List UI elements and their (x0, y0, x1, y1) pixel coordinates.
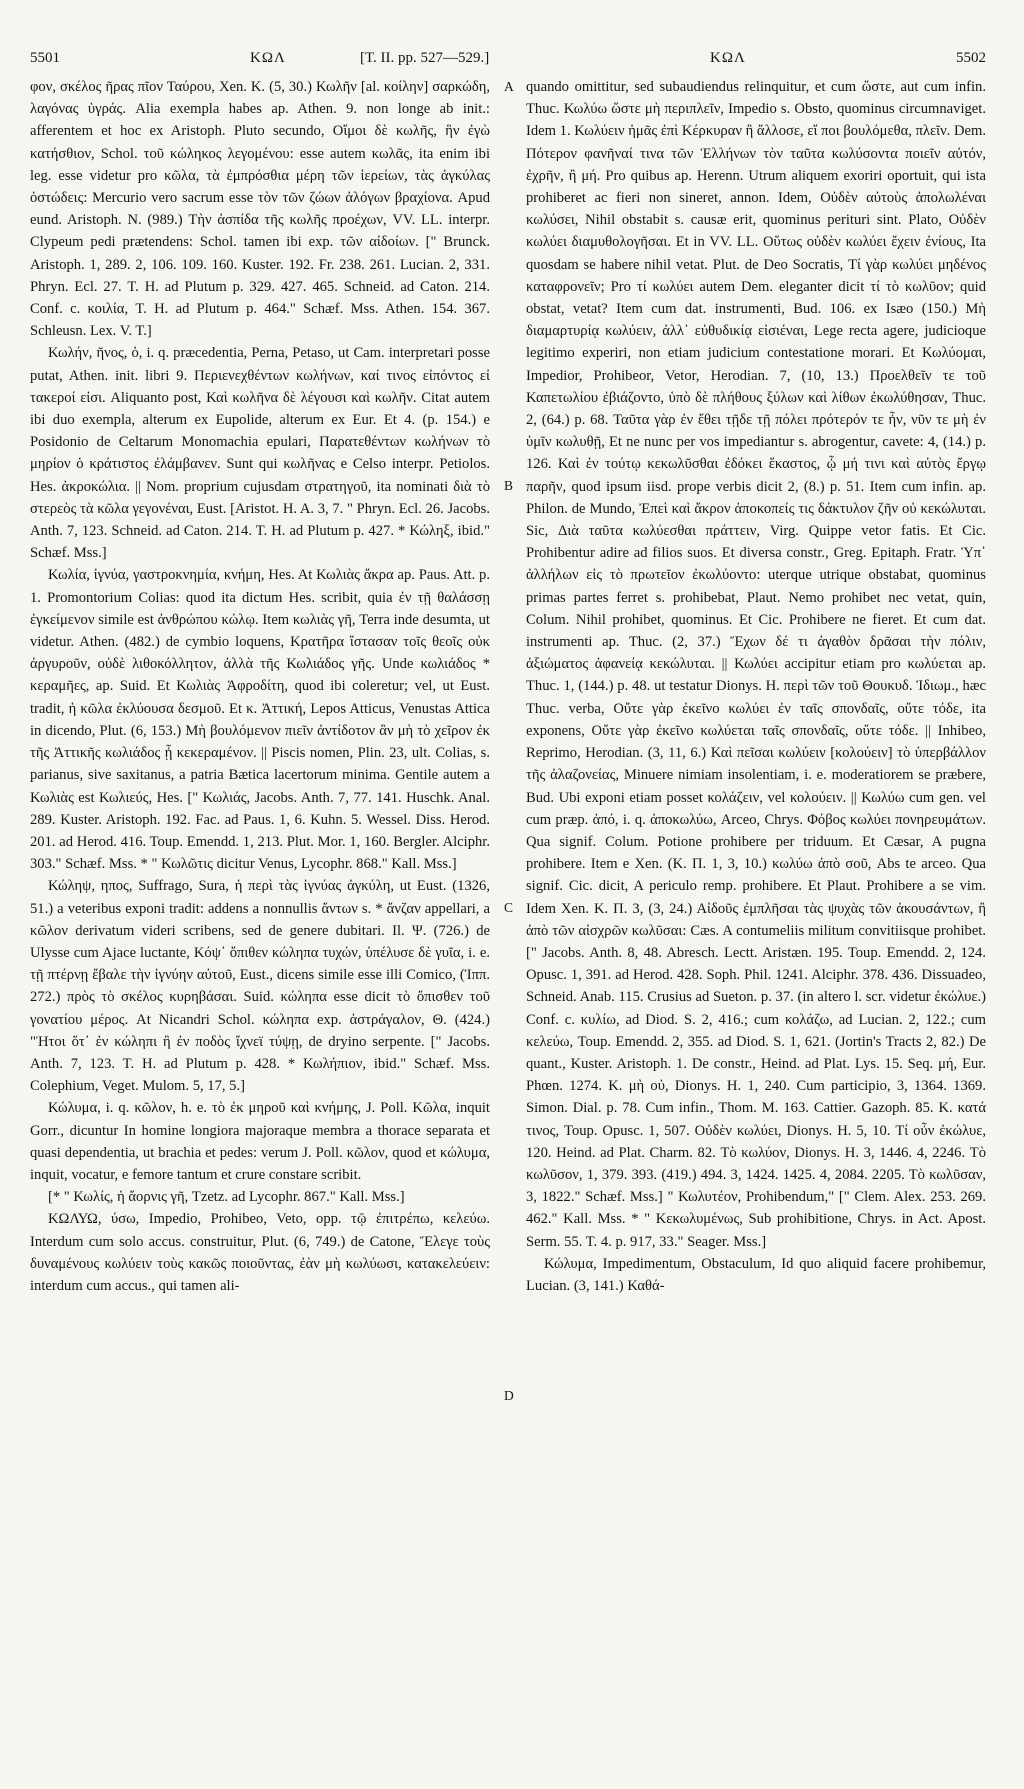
right-page-number: 5502 (956, 50, 986, 66)
left-column (30, 76, 490, 1297)
entry-kolia: Κωλία, ἰγνύα, γαστροκνημία, κνήμη, Hes. At Κωλιὰς ἄκρα ap. Paus. Att. p. 1. Promontorium Colias: quod ita dictum Hes. scribit, quia ἐν τῇ θαλάσσῃ ἐγκείμενον simile est ἀνθρώπου κώλῳ. Item κωλιὰς γῆ, Terra inde desumta, ut videtur. Athen. (482.) de cymbio loquens, Κρατῆρα ἵστασαν τοῖς θεοῖς οὐκ ἀργυροῦν, οὐδὲ λιθοκόλλητον, ἀλλὰ τῆς Κωλιάδος γῆς. Unde κωλιάδος * κεραμῆες, ap. Suid. Et Κωλιὰς Ἀφροδίτη, quod ibi coleretur; vel, ut Eust. tradit, ἡ κῶλα ἐκλύουσα δεσμοῦ. Et κ. Ἀττική, Lepos Atticus, Venustas Attica in dicendo, Plut. (6, 153.) Μὴ βουλόμενον πιεῖν ἀντίδοτον ἂν μὴ τὸ χεῖρον ἐκ τῆς Ἀττικῆς κωλιάδος ᾖ κεκεραμένον. || Piscis nomen, Plin. 23, ult. Colias, s. parianus, sive saxitanus, a patria Bætica lacertorum minima. Gentile autem a Κωλιὰς est Κωλιεύς, Hes. [" Κωλιάς, Jacobs. Anth. 7, 77. 141. Huschk. Anal. 289. Kuster. Aristoph. 192. Fac. ad Paus. 1, 6. Kuhn. 5. Wessel. Diss. Herod. 201. ad Herod. 416. Toup. Emendd. 1, 213. Plut. Mor. 1, 160. Bergler. Alciphr. 303." Schæf. Mss. * " Κωλῶτις dicitur Venus, Lycophr. 868." Kall. Mss.] (30, 567, 490, 873)
entry-kolen: Κωλήν, ῆνος, ὁ, i. q. præcedentia, Perna, Petaso, ut Cam. interpretari posse putat, Athen. init. libri 9. Περιενεχθέντων κωλήνων, καί τινος εἰπόντος εἰ τακεροί εἰσι. Aliquanto post, Καὶ κωλῆνα δὲ λέγουσι καὶ κωλῆν. Citat autem ibi duo exempla, alterum ex Eupolide, alterum ex Eur. Et 4. (p. 154.) e Posidonio de Celtarum Monomachia epulari, Παρατεθέντων κωλήνων τὸ μηρίον ὁ κράτιστος ἐλάμβανεν. Sunt qui κωλῆνας e Celso interpr. Petiolos. Hes. ἀκροκώλια. || Nom. proprium cujusdam στρατηγοῦ, ita nominati διὰ τὸ στερεὸς τὰ κῶλα γεγονέναι, Eust. [Aristot. H. A. 3, 7. " Phryn. Ecl. 26. Jacobs. Anth. 7, 123. Schneid. ad Caton. 214. T. H. ad Plutum p. 427. * Κώληξ, ibid." Schæf. Mss.] (30, 345, 490, 562)
left-headword: ΚΩΛ (250, 50, 286, 66)
left-page-number: 5501 (30, 50, 60, 66)
entry-kolyo: ΚΩΛΥΩ, ύσω, Impedio, Prohibeo, Veto, opp. τῷ ἐπιτρέπω, κελεύω. Interdum cum solo accus. construitur, Plut. (6, 749.) de Catone, Ἔλεγε τοὺς δυναμένους κωλύειν τοὺς κακῶς ποιοῦντας, ἐὰν μὴ κωλύωσι, κατακελεύειν: interdum cum accus., qui tamen ali- (30, 1211, 490, 1294)
right-column (504, 76, 986, 1403)
text-columns (30, 76, 986, 1403)
entry-kole-continued: φον, σκέλος ῆρας πῖον Ταύρου, Xen. K. (5, 30.) Κωλῆν [al. κοίλην] σαρκώδη, λαγόνας ὑγράς. Alia exempla habes ap. Athen. 9. non longe ab init.: afferentem et hoc ex Aristoph. Pluto secundo, Οἴμοι δὲ κωλῆς, ἣν ἐγὼ κατήσθιον, Schol. τοῦ κώληκος λεγομένου: esse autem κωλᾶς, ita enim ibi leg. esse videtur pro κῶλα, τὰ ἐμπρόσθια μέρη τῶν ἱερείων, τὰς ἀγκύλας ὀστώδεις: Mercurio vero sacrum esse τὸν τῶν ζώων ἀλόγων βραχίονα. Apud eund. Aristoph. N. (989.) Τὴν ἀσπίδα τῆς κωλῆς προέχων, VV. LL. interpr. Clypeum pedi prætendens: Schol. tamen ibi exp. τῶν αἰδοίων. [" Brunck. Aristoph. 1, 289. 2, 106. 109. 160. Kuster. 192. Fr. 238. 261. Lucian. 2, 331. Phryn. Ecl. 27. T. H. ad Plutum p. 329. 427. 465. Schneid. ad Caton. 214. Conf. c. κοιλία, T. H. ad Plutum p. 464." Schæf. Mss. Athen. 154. 367. Schleusn. Lex. V. T.] (30, 79, 490, 340)
entry-koleps: Κώληψ, ηπος, Suffrago, Sura, ἡ περὶ τὰς ἰγνύας ἀγκύλη, ut Eust. (1326, 51.) a veteribus exponi tradit: addens a nonnullis ἄντων s. * ἄνζαν appellari, a κῶλον derivatum videri scribens, sed de genere dubitari. Il. Ψ. (726.) de Ulysse cum Ajace luctante, Κόψ᾽ ὄπιθεν κώληπα τυχών, ὑπέλυσε δὲ γυῖα, i. e. τῇ πτέρνῃ ἔβαλε τὴν ἰγνύην αὐτοῦ, Eust., dicens simile esse illi Comico, (Ἱππ. 272.) πρὸς τὸ σκέλος κυρηβάσαι. Suid. κώληπα esse dicit τὸ ὄπισθεν τοῦ γονατίου μέρος. At Nicandri Schol. κώληπα exp. ἀστράγαλον, Θ. (424.) "Ἠτοι ὅτ᾽ ἐν κώληπι ἢ ἐν ποδὸς ἴχνεϊ τύψῃ, de dryino serpente. [" Jacobs. Anth. 7, 123. T. H. ad Plutum p. 428. * Κωλήπιον, ibid." Schæf. Mss. Colephium, Veget. Mulom. 5, 17, 5.] (30, 878, 490, 1095)
section-marker-b: B (504, 478, 514, 493)
volume-reference: [T. II. pp. 527—529.] (360, 50, 490, 66)
section-marker-c: C (504, 900, 514, 915)
running-head (30, 28, 986, 76)
entry-kolyma-limb: Κώλυμα, i. q. κῶλον, h. e. τὸ ἐκ μηροῦ καὶ κνήμης, J. Poll. Κῶλα, inquit Gorr., dicuntur In homine longiora majoraque membra a thorace separata et quasi dependentia, ut brachia et pedes: verum J. Poll. κῶλον, quod et κώλυμα, inquit, vocatur, e femore tantum et crure constare scribit. (30, 1100, 490, 1183)
entry-kolis: [* " Κωλίς, ἡ ἄορνις γῆ, Tzetz. ad Lycophr. 867." Kall. Mss.] (48, 1189, 405, 1206)
right-headword: ΚΩΛ (710, 50, 746, 66)
entry-kolyma-impedimentum: Κώλυμα, Impedimentum, Obstaculum, Id quo aliquid facere prohibemur, Lucian. (3, 141.) Καθά- (526, 1255, 986, 1294)
section-marker-d: D (504, 1388, 514, 1403)
entry-kolyo-continued: quando omittitur, sed subaudiendus relinquitur, et cum ὥστε, aut cum infin. Thuc. Κωλύω ὥστε μὴ περιπλεῖν, Impedio s. Obsto, quominus circumnaviget. Idem 1. Κωλύειν ἡμᾶς ἐπὶ Κέρκυραν ἢ ἄλλοσε, εἴ ποι βουλόμεθα, πλεῖν. Dem. Πότερον φανῆναί τινα τῶν Ἑλλήνων τὸν ταῦτα κωλύσοντα ποιεῖν αὐτόν, ἐχρῆν, ἢ μή. Pro quibus ap. Herenn. Utrum aliquem exoriri oportuit, qui ista prohiberet ac fieri non sineret, annon. Idem, Οὐδὲν αὐτοὺς ἀπολωλέναι κωλύσει, Nihil obstabit s. causæ erit, quominus perituri sint. Plato, Οὐδὲν κωλύει διαμυθολογῆσαι. Et in VV. LL. Οὕτως οὐδὲν κωλύει ἔχειν ἐνίους, Ita quosdam se habere nihil vetat. Plut. de Deo Socratis, Τί γὰρ κωλύει μηδένος καταφρονεῖν; Pro τί κωλύει autem Dem. eleganter dicit τί τὸ κωλῦον; quid obstat, vetat? Item cum dat. instrumenti, Bud. 106. ex Isæo (150.) Μὴ διαμαρτυρίᾳ κωλύειν, ἀλλ᾽ εὐθυδικίᾳ εἰσιέναι, Lege recta agere, judicioque legitimo experiri, non etiam judicium contestatione morari. Et Κωλύομαι, Impedior, Prohibeor, Vetor, Herodian. 7, (10, 13.) Προελθεῖν τε τοῦ Καπετωλίου ἐβιάζοντο, ὑπὸ δὲ πλήθους ξύλων καὶ λίθων ἐκωλύθησαν, Thuc. 2, (64.) p. 68. Ταῦτα γὰρ ἐν ἔθει τῇδε τῇ πόλει πρότερόν τε ἦν, νῦν τε μὴ ἐν ὑμῖν κωλυθῇ, Et ne nunc per vos impediantur s. abrogentur, cavete: 4, (14.) p. 126. Καὶ ἐν τούτῳ κεκωλῦσθαι ἐδόκει ἕκαστος, ᾧ μή τινι καὶ αὐτὸς ἔργῳ παρῆν, quod ipsum iisd. prope verbis dicit 2, (8.) p. 51. Item cum infin. ap. Philon. de Mundo, Ἐπεὶ καὶ ἄκρον ἀποκοπείς τις δάκτυλον ζῆν οὐ κεκώλυται. Sic, Διὰ ταῦτα κωλύεσθαι πράττειν, Virg. Quippe vetor fatis. Et Cic. Prohibentur adire ad filios suos. Et diversa constr., Greg. Epitaph. Fratr. Ὑπ᾽ ἀλλήλων εἰς τὸ πρωτεῖον ἐκωλύοντο: uterque utrique obstabat, quominus primas partes ferret s. prohibebat, Plaut. Nemo prohibet nec vetat, quin, Colum. Nihil prohibet, quominus. Et Cic. Prohibere ne fieret. Et cum dat. instrumenti ap. Thuc. (2, 37.) Ἔχων δέ τι ἀγαθὸν δρᾶσαι τὴν πόλιν, ἀξιώματος ἀφανείᾳ κεκώλυται. || Κωλύει accipitur etiam pro κωλύεται ap. Thuc. 1, (144.) p. 48. ut testatur Dionys. H. περὶ τῶν τοῦ Θουκυδ. Ἰδιωμ., hæc Thuc. verba, Οὔτε γὰρ ἐκεῖνο κωλύει ἐν ταῖς σπονδαῖς, οὔτε τόδε, ita exponens, Οὔτε γὰρ ἐκεῖνο κωλύεται ταῖς σπονδαῖς, οὔτε τόδε. || Inhibeo, Reprimo, Herodian. (3, 11, 6.) Καὶ πεῖσαι κωλύειν [κολούειν] τὸ ὑπερβάλλον τῆς ἀλαζονείας, Minuere nimiam insolentiam, i. e. moderatiorem se præbere, Bud. Ubi exponi etiam posset κολάζειν, vel κολούειν. || Κωλύω cum gen. vel cum præp. ἀπό, i. q. ἀποκωλύω, Arceo, Chrys. Φόβος κωλύει πονηρευμάτων. Qua signif. Colum. Potione prohibere per triduum. Et Cæsar, A pugna prohibere. Item e Xen. (K. Π. 1, 3, 10.) κωλύω ἀπὸ σοῦ, Abs te arceo. Qua signif. Cic. dicit, A periculo remp. prohibere. Et Plaut. Prohibere a se vim. Idem Xen. K. Π. 3, (3, 24.) Αἰδοῦς ἐμπλῆσαι τὰς ψυχὰς τῶν ἀκουσάντων, ἢ ἀπὸ τῶν αἰσχρῶν κωλῦσαι: Cæs. A contumeliis militum convitiisque prohibet. [" Jacobs. Anth. 8, 48. Abresch. Lectt. Aristæn. 195. Toup. Emendd. 2, 124. Opusc. 1, 391. ad Herod. 428. Soph. Phil. 1241. Alciphr. 378. 436. Dissuadeo, Schneid. Anab. 115. Crusius ad Sueton. p. 37. (in altero l. scr. videtur ἐκώλυε.) Conf. c. κυλίω, ad Diod. S. 2, 416.; cum κολάζω, ad Lucian. 2, 122.; cum κελεύω, Toup. Emendd. 2, 355. ad Diod. S. 1, 621. (Jortin's Tracts 2, 82.) De quant., Kuster. Aristoph. 1. De constr., Heind. ad Plat. Lys. 15. Seq. μή, Eur. Phœn. 1274. K. μὴ οὐ, Dionys. H. 1, 240. Cum participio, 3, 1364. 1369. Simon. Dial. p. 78. Cum infin., Thom. M. 163. Cattier. Gazoph. 85. K. κατά τινος, Toup. Opusc. 1, 507. Οὐδὲν κωλύει, Dionys. H. 5, 10. Τί οὖν ἐκώλυε, 120. Heind. ad Plat. Charm. 82. Τὸ κωλύον, Dionys. H. 3, 1446. 4, 2246. Τὸ κωλῦσον, 1, 379. 393. (419.) 494. 3, 1424. 1425. 4, 2084. 2205. Τὸ κωλῦσαν, 3, 1822." Schæf. Mss.] " Κωλυτέον, Prohibendum," [" Clem. Alex. 253. 269. 462." Kall. Mss. * " Κεκωλυμένως, Sub prohibitione, Chrys. in Act. Apost. Serm. 55. T. 4. p. 917, 33." Seager. Mss.] (526, 79, 986, 1250)
section-marker-a: A (504, 79, 514, 94)
